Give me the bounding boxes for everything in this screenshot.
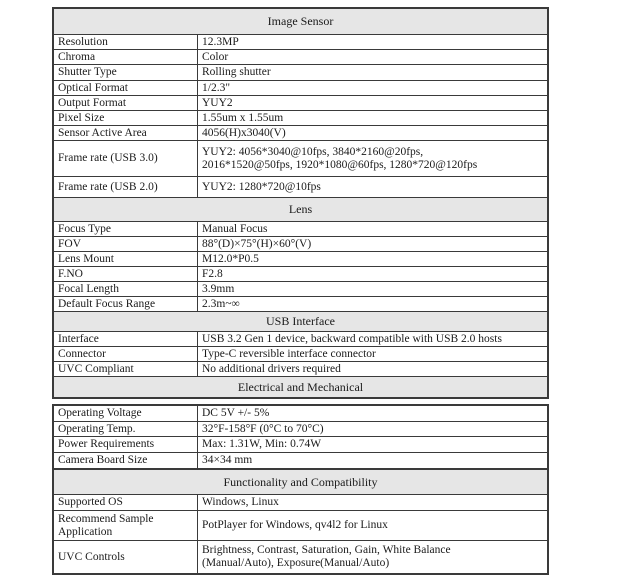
spec-key: Power Requirements bbox=[54, 437, 198, 452]
spec-key: Optical Format bbox=[54, 81, 198, 95]
spec-value-line: YUY2: 4056*3040@10fps, 3840*2160@20fps, bbox=[202, 145, 424, 158]
table-row bbox=[54, 267, 547, 282]
spec-key: Operating Temp. bbox=[54, 422, 198, 436]
spec-key: Interface bbox=[54, 332, 198, 346]
spec-value: 34×34 mm bbox=[202, 454, 253, 466]
table-row bbox=[54, 96, 547, 111]
table-row bbox=[54, 453, 547, 469]
spec-key: Focus Type bbox=[54, 222, 198, 236]
spec-key: UVC Compliant bbox=[54, 362, 198, 376]
section-header-functionality: Functionality and Compatibility bbox=[54, 469, 547, 495]
table-row bbox=[54, 237, 547, 252]
spec-value: 1/2.3" bbox=[202, 81, 231, 94]
spec-value: 32°F-158°F (0°C to 70°C) bbox=[202, 422, 324, 435]
table-row bbox=[54, 511, 547, 541]
spec-value: DC 5V +/- 5% bbox=[202, 407, 270, 419]
table-row bbox=[54, 362, 547, 377]
table-row bbox=[54, 126, 547, 141]
spec-key: UVC Controls bbox=[54, 541, 198, 573]
table-row bbox=[54, 50, 547, 65]
spec-value: YUY2 bbox=[202, 96, 233, 109]
spec-key: Default Focus Range bbox=[54, 297, 198, 311]
table-row bbox=[54, 495, 547, 511]
spec-key: Sensor Active Area bbox=[54, 126, 198, 140]
spec-value: Color bbox=[202, 50, 229, 63]
table-row bbox=[54, 252, 547, 267]
spec-key: Chroma bbox=[54, 50, 198, 64]
table-row bbox=[54, 81, 547, 96]
spec-key: Pixel Size bbox=[54, 111, 198, 125]
spec-value: No additional drivers required bbox=[202, 362, 341, 375]
spec-value: PotPlayer for Windows, qv4l2 for Linux bbox=[202, 519, 388, 531]
spec-key: Supported OS bbox=[54, 495, 198, 510]
section-header-usb: USB Interface bbox=[54, 312, 547, 332]
table-row bbox=[54, 422, 547, 437]
spec-value: Max: 1.31W, Min: 0.74W bbox=[202, 438, 322, 450]
spec-key: FOV bbox=[54, 237, 198, 251]
table-row bbox=[54, 141, 547, 177]
table-row bbox=[54, 282, 547, 297]
table-row bbox=[54, 111, 547, 126]
table-row bbox=[54, 35, 547, 50]
spec-value: F2.8 bbox=[202, 267, 223, 280]
table-row bbox=[54, 347, 547, 362]
spec-value: 4056(H)x3040(V) bbox=[202, 126, 286, 139]
spec-key bbox=[54, 511, 198, 540]
table-row bbox=[54, 541, 547, 573]
spec-key: Camera Board Size bbox=[54, 453, 198, 468]
spec-key: Resolution bbox=[54, 35, 198, 49]
table-row bbox=[54, 222, 547, 237]
spec-value: 3.9mm bbox=[202, 282, 235, 295]
spec-value bbox=[198, 141, 547, 176]
spec-value: Manual Focus bbox=[202, 222, 268, 235]
spec-value: YUY2: 1280*720@10fps bbox=[202, 180, 321, 193]
spec-key: Output Format bbox=[54, 96, 198, 110]
table-row bbox=[54, 177, 547, 198]
spec-key: Operating Voltage bbox=[54, 406, 198, 421]
spec-value: Rolling shutter bbox=[202, 66, 271, 78]
table-row bbox=[54, 437, 547, 453]
spec-key: Frame rate (USB 2.0) bbox=[54, 177, 198, 197]
spec-value-line: Brightness, Contrast, Saturation, Gain, White Balance bbox=[202, 544, 451, 556]
spec-key: Shutter Type bbox=[54, 65, 198, 80]
spec-value-line: (Manual/Auto), Exposure(Manual/Auto) bbox=[202, 557, 390, 569]
spec-table-bottom bbox=[52, 404, 549, 575]
spec-value: 88°(D)×75°(H)×60°(V) bbox=[202, 237, 312, 250]
spec-key-line: Application bbox=[58, 525, 113, 538]
spec-value bbox=[198, 541, 547, 573]
section-header-electrical: Electrical and Mechanical bbox=[54, 377, 547, 397]
table-row bbox=[54, 297, 547, 312]
spec-key: Connector bbox=[54, 347, 198, 361]
spec-key: Lens Mount bbox=[54, 252, 198, 266]
spec-value: 2.3m~∞ bbox=[202, 297, 240, 310]
spec-key: Frame rate (USB 3.0) bbox=[54, 141, 198, 176]
spec-value: 1.55um x 1.55um bbox=[202, 111, 284, 124]
spec-value: Windows, Linux bbox=[202, 496, 279, 508]
spec-key: Focal Length bbox=[54, 282, 198, 296]
spec-value: 12.3MP bbox=[202, 35, 239, 48]
spec-key-line: Recommend Sample bbox=[58, 512, 154, 525]
table-row bbox=[54, 65, 547, 81]
section-header-image-sensor: Image Sensor bbox=[54, 9, 547, 35]
spec-value: Type-C reversible interface connector bbox=[202, 347, 376, 360]
table-row bbox=[54, 406, 547, 422]
spec-table-top bbox=[52, 7, 549, 399]
spec-value-line: 2016*1520@50fps, 1920*1080@60fps, 1280*720@120fps bbox=[202, 158, 478, 171]
spec-value: USB 3.2 Gen 1 device, backward compatible with USB 2.0 hosts bbox=[202, 332, 502, 345]
table-row bbox=[54, 332, 547, 347]
spec-value: M12.0*P0.5 bbox=[202, 252, 259, 265]
spec-key: F.NO bbox=[54, 267, 198, 281]
section-header-lens: Lens bbox=[54, 198, 547, 222]
